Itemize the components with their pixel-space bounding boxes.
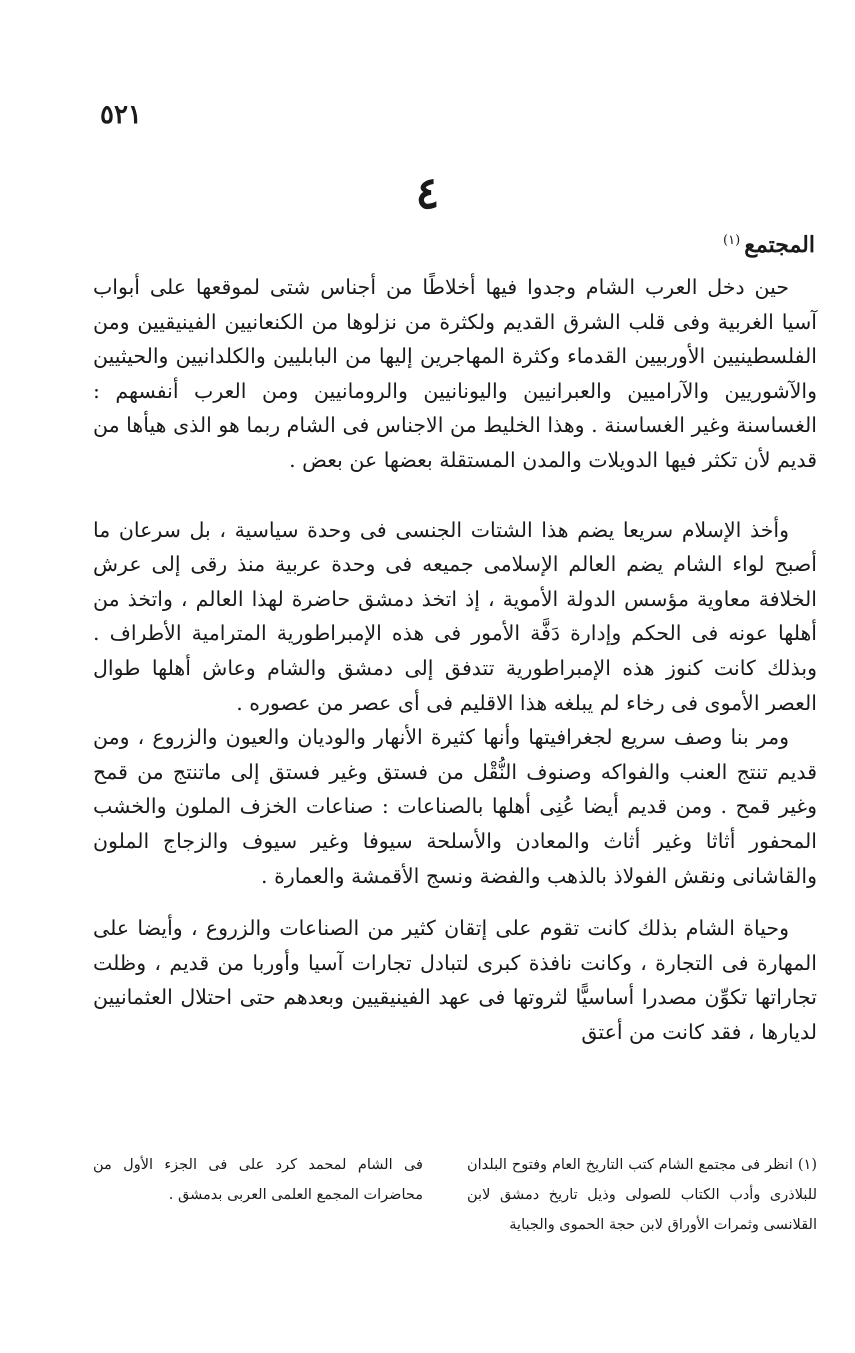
section-heading: [723, 232, 815, 258]
footnote-column-left: فى الشام لمحمد كرد على فى الجزء الأول من محاضرات المجمع العلمى العربى بدمشق .: [93, 1157, 423, 1203]
section-heading-title: المجتمع: [744, 232, 815, 258]
footnotes: [93, 1150, 817, 1240]
body-text: [93, 270, 817, 1049]
paragraph: ومر بنا وصف سريع لجغرافيتها وأنها كثيرة الأنهار والوديان والعيون والزروع ، ومن قديم تنتج العنب والفواكه وصنوف النُّقْل من فستق وغير فستق إلى ماتنتج من قمح وغير قمح . ومن قديم أيضا عُنِى أهلها بالصناعات : صناعات الخزف الملون والخشب المحفور أثاثا وغير أثاث والمعادن والأسلحة سيوفا وغير سيوف والزجاج الملون والقاشانى ونقش الفولاذ بالذهب والفضة ونسج الأقمشة والعمارة .: [93, 725, 817, 888]
paragraph: حين دخل العرب الشام وجدوا فيها أخلاطًا من أجناس شتى لموقعها على أبواب آسيا الغربية وفى قلب الشرق القديم ولكثرة من نزلوها من الكنعانيين الفينيقيين ومن الفلسطينيين الأوربيين القدماء وكثرة المهاجرين إليها من البابليين والكلدانيين والحيثيين والآشوريين والآراميين والعبرانيين واليونانيين والرومانيين ومن العرب أنفسهم : الغساسنة وغير الغساسنة . وهذا الخليط من الاجناس فى الشام ربما هو الذى هيأها من قديم لأن تكثر فيها الدويلات والمدن المستقلة بعضها عن بعض .: [93, 275, 817, 472]
page-number: ٥٢١: [100, 100, 142, 130]
footnote-reference: (١): [723, 232, 741, 248]
chapter-number: ٤: [415, 168, 440, 219]
paragraph: وأخذ الإسلام سريعا يضم هذا الشتات الجنسى فى وحدة سياسية ، بل سرعان ما أصبح لواء الشام يضم العالم الإسلامى جميعه فى وحدة عربية منذ رقى إلى عرش الخلافة معاوية مؤسس الدولة الأموية ، إذ اتخذ دمشق حاضرة لهذا العالم ، واتخذ من أهلها عونه فى الحكم وإدارة دَفَّة الأمور فى هذه الإمبراطورية المترامية الأطراف . وبذلك كانت كنوز هذه الإمبراطورية تتدفق إلى دمشق والشام وعاش أهلها طوال العصر الأموى فى رخاء لم يبلغه هذا الاقليم فى أى عصر من عصوره .: [93, 517, 817, 715]
footnote-column-right: (١) انظر فى مجتمع الشام كتب التاريخ العام وفتوح البلدان للبلاذرى وأدب الكتاب للصولى وذيل تاريخ دمشق لابن القلانسى وثمرات الأوراق لابن حجة الحموى والجباية: [467, 1157, 817, 1233]
paragraph: وحياة الشام بذلك كانت تقوم على إتقان كثير من الصناعات والزروع ، وأيضا على المهارة فى التجارة ، وكانت نافذة كبرى لتبادل تجارات آسيا وأوربا من قديم ، وظلت تجاراتها تكوِّن مصدرا أساسيًّا لثروتها فى عهد الفينيقيين وبعدهم حتى احتلال العثمانيين لديارها ، فقد كانت من أعتق: [93, 916, 817, 1044]
